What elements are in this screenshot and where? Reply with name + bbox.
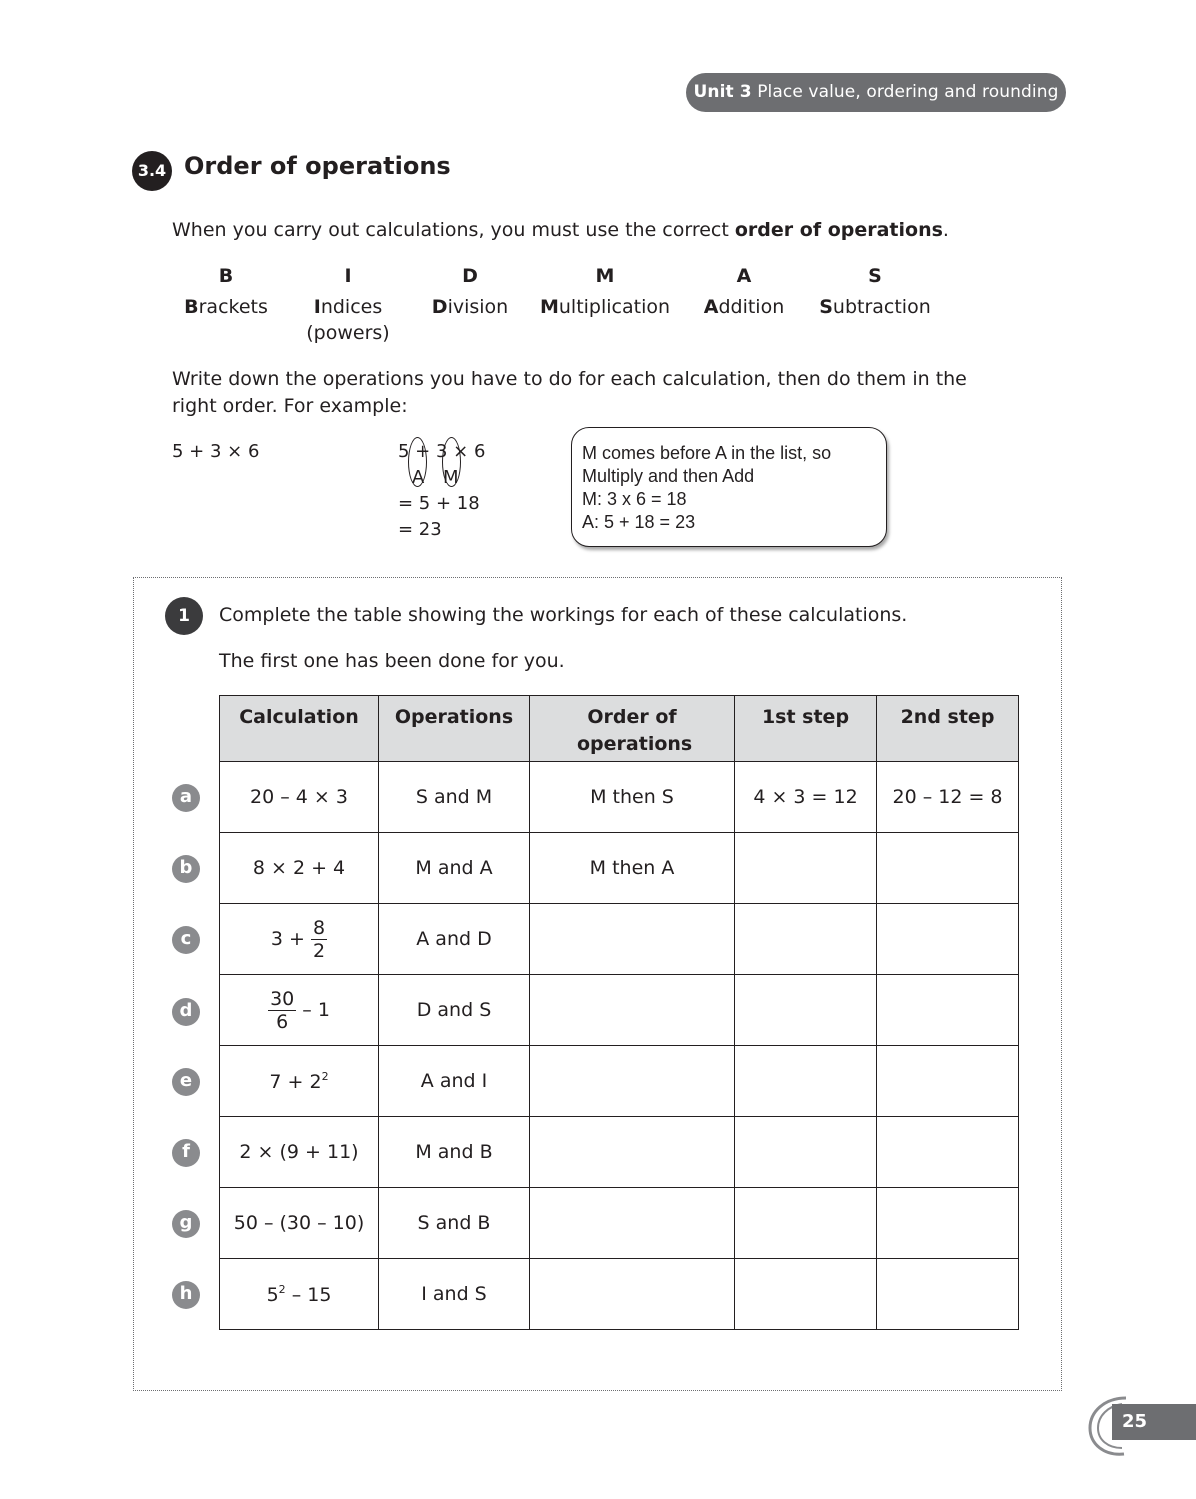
fraction: $\frac{8}{2}$	[313, 916, 326, 962]
operations-table	[219, 695, 1019, 1330]
cell-operations: I and S	[379, 1259, 530, 1330]
section-title: Order of operations	[184, 152, 451, 180]
cell-order[interactable]: M then A	[530, 833, 735, 904]
row-letter-badge: b	[172, 855, 200, 883]
example-note-box	[571, 427, 887, 547]
bidmas-item-division	[426, 262, 514, 320]
cell-step1[interactable]: 4 × 3 = 12	[735, 762, 877, 833]
cell-operations: A and I	[379, 1046, 530, 1117]
bidmas-word: Indices	[313, 296, 383, 318]
bidmas-item-brackets	[180, 262, 272, 320]
cell-calculation: 8 × 2 + 4	[220, 833, 379, 904]
header-order: Order of operations	[530, 696, 735, 762]
row-letter-badge: h	[172, 1281, 200, 1309]
bidmas-item-subtraction	[812, 262, 938, 320]
cell-step2[interactable]	[877, 975, 1019, 1046]
cell-step1[interactable]	[735, 975, 877, 1046]
table-row	[220, 762, 1019, 833]
cell-calculation: $5^2 - 15$	[220, 1259, 379, 1330]
cell-step2[interactable]	[877, 1259, 1019, 1330]
bidmas-letter: I	[344, 265, 352, 287]
cell-operations: S and B	[379, 1188, 530, 1259]
bidmas-letter: D	[462, 265, 478, 287]
table-row	[220, 904, 1019, 975]
example-working-line: 5 + 3 × 6	[398, 439, 485, 465]
cell-step1[interactable]	[735, 1259, 877, 1330]
cell-order[interactable]: M then S	[530, 762, 735, 833]
question-subtext: The first one has been done for you.	[219, 650, 565, 672]
bidmas-word: Multiplication	[539, 296, 671, 318]
cell-step1[interactable]	[735, 904, 877, 975]
table-row	[220, 833, 1019, 904]
row-letter-badge: f	[172, 1139, 200, 1167]
cell-step1[interactable]	[735, 1188, 877, 1259]
table-row	[220, 1117, 1019, 1188]
unit-title: Place value, ordering and rounding	[757, 82, 1059, 102]
bidmas-item-indices	[298, 262, 398, 346]
cell-operations: M and A	[379, 833, 530, 904]
cell-step2[interactable]	[877, 833, 1019, 904]
intro-paragraph	[172, 217, 949, 244]
section-number-badge: 3.4	[132, 151, 172, 191]
cell-order[interactable]	[530, 1046, 735, 1117]
row-letter-badge: d	[172, 998, 200, 1026]
header-calculation: Calculation	[220, 696, 379, 762]
bidmas-item-multiplication	[533, 262, 677, 320]
cell-calculation: 2 × (9 + 11)	[220, 1117, 379, 1188]
question-text: Complete the table showing the workings for each of these calculations.	[219, 604, 908, 626]
bidmas-word: Subtraction	[819, 296, 931, 318]
cell-operations: A and D	[379, 904, 530, 975]
cell-step2[interactable]: 20 – 12 = 8	[877, 762, 1019, 833]
cell-order[interactable]	[530, 1117, 735, 1188]
cell-step1[interactable]	[735, 833, 877, 904]
cell-step1[interactable]	[735, 1046, 877, 1117]
bidmas-word-extra: (powers)	[306, 322, 390, 344]
cell-step2[interactable]	[877, 1188, 1019, 1259]
cell-order[interactable]	[530, 1188, 735, 1259]
example-working	[398, 439, 485, 543]
row-letter-badge: e	[172, 1068, 200, 1096]
header-step2: 2nd step	[877, 696, 1019, 762]
cell-calculation: $\frac{30}{6}$ – 1	[220, 975, 379, 1046]
cell-step2[interactable]	[877, 904, 1019, 975]
table-row	[220, 975, 1019, 1046]
cell-order[interactable]	[530, 1259, 735, 1330]
question-number-badge: 1	[165, 597, 203, 635]
table-row	[220, 1046, 1019, 1117]
cell-order[interactable]	[530, 975, 735, 1046]
bidmas-letter: A	[736, 265, 752, 287]
cell-step1[interactable]	[735, 1117, 877, 1188]
note-line: M comes before A in the list, so	[582, 443, 832, 463]
note-line: M: 3 x 6 = 18	[582, 489, 687, 509]
example-calculation: 5 + 3 × 6	[172, 441, 260, 462]
bidmas-item-addition	[697, 262, 791, 320]
cell-operations: M and B	[379, 1117, 530, 1188]
header-step1: 1st step	[735, 696, 877, 762]
row-letter-badge: c	[172, 926, 200, 954]
page-number: 25	[1112, 1404, 1196, 1440]
cell-step2[interactable]	[877, 1117, 1019, 1188]
unit-header	[686, 73, 1066, 112]
cell-calculation: 20 – 4 × 3	[220, 762, 379, 833]
cell-calculation: 3 + $\frac{8}{2}$	[220, 904, 379, 975]
table-row	[220, 1259, 1019, 1330]
row-letter-badge: a	[172, 784, 200, 812]
bidmas-letter: S	[868, 265, 882, 287]
example-working-line: = 23	[398, 519, 442, 540]
intro-period: .	[942, 219, 949, 241]
header-operations: Operations	[379, 696, 530, 762]
row-letter-badge: g	[172, 1210, 200, 1238]
cell-calculation: 50 – (30 – 10)	[220, 1188, 379, 1259]
cell-order[interactable]	[530, 904, 735, 975]
example-working-line: = 5 + 18	[398, 493, 480, 514]
table-row	[220, 1188, 1019, 1259]
intro-text: When you carry out calculations, you must use the correct	[172, 219, 735, 241]
note-line: Multiply and then Add	[582, 466, 755, 486]
bidmas-word: Brackets	[184, 296, 268, 318]
intro-bold-term: order of operations	[734, 219, 943, 241]
bidmas-letter: M	[595, 265, 615, 287]
bidmas-letter: B	[218, 265, 234, 287]
cell-operations: S and M	[379, 762, 530, 833]
cell-operations: D and S	[379, 975, 530, 1046]
cell-calculation: $7 + 2^2$	[220, 1046, 379, 1117]
instructions-paragraph: Write down the operations you have to do for each calculation, then do them in the right order. For example:	[172, 368, 967, 417]
example-ring-labels: A M	[412, 467, 459, 488]
bidmas-word: Addition	[703, 296, 785, 318]
table-header-row	[220, 696, 1019, 762]
fraction: $\frac{30}{6}$	[270, 987, 295, 1033]
cell-step2[interactable]	[877, 1046, 1019, 1117]
unit-label: Unit 3	[693, 82, 752, 102]
bidmas-word: Division	[431, 296, 509, 318]
note-line: A: 5 + 18 = 23	[582, 512, 696, 532]
